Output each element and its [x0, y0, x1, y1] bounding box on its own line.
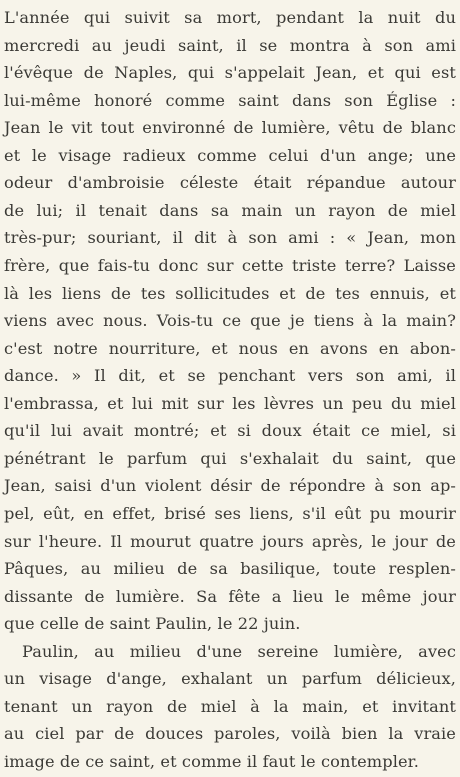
text-line: Jean le vit tout environné de lumière, vêtu de blanc — [4, 118, 456, 137]
text-line: dance. » Il dit, et se penchant vers son ami, il — [4, 366, 456, 385]
text-line: pénétrant le parfum qui s'exhalait du saint, que — [4, 449, 456, 468]
text-line: odeur d'ambroisie céleste était répandue autour — [4, 173, 456, 192]
text-line: de lui; il tenait dans sa main un rayon de miel — [4, 201, 456, 220]
text-line: frère, que fais-tu donc sur cette triste terre? Laisse — [4, 256, 456, 275]
text-line: l'évêque de Naples, qui s'appelait Jean, et qui est — [4, 63, 456, 82]
text-line: dissante de lumière. Sa fête a lieu le même jour — [4, 587, 456, 606]
text-line: là les liens de tes sollicitudes et de tes ennuis, et — [4, 284, 456, 303]
text-line: au ciel par de douces paroles, voilà bien la vraie — [4, 724, 456, 743]
book-page — [4, 0, 456, 769]
text-line: très-pur; souriant, il dit à son ami : « Jean, mon — [4, 228, 456, 247]
text-line: Jean, saisi d'un violent désir de répondre à son ap- — [4, 476, 456, 495]
text-line: Pâques, au milieu de sa basilique, toute resplen- — [4, 559, 456, 578]
text-line: c'est notre nourriture, et nous en avons en abon- — [4, 339, 456, 358]
text-line: que celle de saint Paulin, le 22 juin. — [4, 614, 301, 633]
text-line: image de ce saint, et comme il faut le contempler. — [4, 752, 419, 771]
text-line: mercredi au jeudi saint, il se montra à son ami — [4, 36, 456, 55]
text-line: qu'il lui avait montré; et si doux était ce miel, si — [4, 421, 456, 440]
text-line: viens avec nous. Vois-tu ce que je tiens à la main? — [4, 311, 456, 330]
text-line: pel, eût, en effet, brisé ses liens, s'il eût pu mourir — [4, 504, 456, 523]
text-line: tenant un rayon de miel à la main, et invitant — [4, 697, 456, 716]
text-line: un visage d'ange, exhalant un parfum délicieux, — [4, 669, 456, 688]
text-line: L'année qui suivit sa mort, pendant la nuit du — [4, 8, 456, 27]
text-line: Paulin, au milieu d'une sereine lumière, avec — [22, 642, 456, 661]
text-line: et le visage radieux comme celui d'un ange; une — [4, 146, 456, 165]
text-line: lui-même honoré comme saint dans son Église : — [4, 91, 456, 110]
text-line: l'embrassa, et lui mit sur les lèvres un peu du miel — [4, 394, 456, 413]
text-line: sur l'heure. Il mourut quatre jours après, le jour de — [4, 532, 456, 551]
